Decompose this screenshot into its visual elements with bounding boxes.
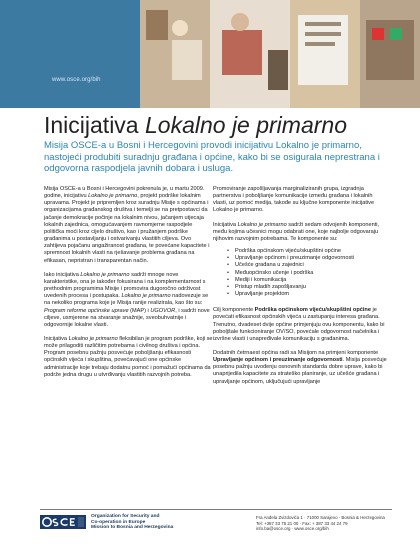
email-web-line[interactable]: info.ba@osce.org · www.osce.org/bih xyxy=(256,526,329,532)
list-item: • Učešće građana u zajednici xyxy=(227,262,388,269)
org-line: Co-operation in Europe xyxy=(91,519,146,525)
organization-name xyxy=(91,514,173,531)
left-column xyxy=(44,186,214,379)
header-photo-band xyxy=(0,0,420,108)
text-run: Lokalno je primarno xyxy=(88,193,138,200)
subtitle-text-3: nastojeći produbiti suradnju građana i općine, kako bi se osigurala neprestrana i odgovorna raspodjela javnih dobara i usluga. xyxy=(44,151,380,175)
page-subtitle xyxy=(44,140,394,175)
address-line: Fra Anđela Zvizdovića 1 · 71000 Sarajevo · Bosnia & Herzegovina xyxy=(256,515,385,520)
text-run: Inicijativa xyxy=(44,335,69,342)
text-run: (MAP) i xyxy=(128,307,151,314)
text-run: Inicijativa xyxy=(213,221,238,228)
org-line: Mission to Bosnia and Herzegovina xyxy=(91,525,174,531)
text-run: Lokalno je primarno xyxy=(237,221,287,228)
title-part1: Inicijativa xyxy=(44,112,145,138)
org-line: Organization for Security and xyxy=(91,514,160,519)
list-item: • Upravljanje projektom xyxy=(227,291,388,298)
right-paragraph-1: Promoviranje zapošljavanja marginaliziranih grupa, izgradnja partnerstva i poboljšanje komunikacije između građana i lokalnih vlasti, uz pomoć medija, takođe su ključne komponente inicijative Lokalno je primarno. xyxy=(213,186,375,214)
right-paragraph-4 xyxy=(213,350,388,386)
text-run: Lokalno je primarno xyxy=(121,293,171,300)
text-run: je povećati efikasnost općinskih vijeća u zastupanju interesa građana. Trenutno, dvadeset dvije općine primjenjuju ovu komponentu, kako bi poboljšale funkcioniranje OV/SO, povećale odgovornost načelnika i izvršne vlasti i unapređivale komunikaciju s građanima. xyxy=(213,307,385,342)
text-run: Lokalno je primarno xyxy=(80,271,130,278)
page-title xyxy=(44,112,347,139)
text-run: , projekt podrške lokalnim upravama. Projekt je pripremljen kroz suradnju Misije s općinama i organizacijama građanskog društva i temelji se na pretpostavci da jačanje demokracije počinje na lokalnim nivou, jačanjem utjecaja lokalnih zajednica, omogućavanjem ravnomjerne raspodjele politička moći kroz cijelo društvo, kao i pružanjem podrške građanima u postavljanju i ostvarivanju vlastitih ciljeva. Ovo zahtijeva pojačanu angažiranost građana, te povećane kapacitete i spremnost lokalnih vlasti na rješavanje problema građana na efikasan, nepristran i transparentan način. xyxy=(44,193,210,264)
phone-line: Tel: +387 33 75 21 00 · Fax: + 387 33 44 24 79 xyxy=(256,520,348,526)
components-list xyxy=(227,248,388,298)
text-run: nadovezuje se na nekoliko programa koje je Misija ranije realizirala, kao što su: xyxy=(44,293,209,307)
right-column xyxy=(213,186,388,386)
list-item: • Međuopćinsko učenje i podrška xyxy=(227,270,388,277)
header-photos-image xyxy=(0,0,420,108)
text-run: . Misija posvećuje posebnu pažnju uvođenju osnovnih standarda dobre uprave, kako bi unaprijedila kapacitete za strateško planiranje, uz učešće građana i upravljanje općinom, uključujući upravljanje xyxy=(213,357,387,385)
right-paragraph-2 xyxy=(213,222,388,243)
text-run: Podrška općinskom vijeću/skupštini općine xyxy=(254,307,371,314)
list-item: • Podrška općinskom vijeću/skupštini općine xyxy=(227,248,388,255)
left-paragraph-3 xyxy=(44,336,214,379)
subtitle-text-1: Misija OSCE-a u Bosni i Hercegovini provodi inicijativu xyxy=(44,140,276,151)
text-run: Upravljanje općinom i preuzimanje odgovornosti xyxy=(213,357,343,364)
text-run: Iako inicijativa xyxy=(44,271,81,278)
text-run: Program reforme općinske uprave xyxy=(44,307,129,314)
left-paragraph-1 xyxy=(44,186,214,265)
list-item: • Upravljanje općinom i preuzimanje odgovornosti xyxy=(227,255,388,262)
text-run: Cilj komponente xyxy=(213,307,255,314)
left-paragraph-2 xyxy=(44,272,214,329)
text-run: UGOVOR xyxy=(150,307,176,314)
contact-info xyxy=(256,515,385,532)
text-run: Dodatnih četrnaest općina radi sa Misijom na primjeni komponente xyxy=(213,349,379,356)
text-run: fleksibilan je program podrške, koji se može prilagoditi različitim potrebama i civilnog društva i općina. Program posebnu pažnju posvećuje poboljšanju efikasnosti općinskih vijeća i skupština, povećavajući one općinske administracije koje trebaju dodatnu pomoć i pomažući općinama da podrže jedna drugu u utvrđivanju vlastitih razvojnih potreba. xyxy=(44,335,213,378)
subtitle-text-2: Lokalno je primarno, xyxy=(275,140,362,151)
list-item: • Pristup mladih zapošljavanju xyxy=(227,284,388,291)
text-run: , i sadrži nove ciljeve, usmjerene na stvaranje snažnije, sveobuhvatnije i odgovornije lokalne vlasti. xyxy=(44,307,210,328)
list-item: • Mediji i komunikacija xyxy=(227,277,388,284)
text-run: Lokalno je primarno xyxy=(68,335,118,342)
title-part2: Lokalno je primarno xyxy=(144,112,347,138)
footer-divider xyxy=(40,509,392,510)
text-run: Misija OSCE-a u Bosni i Hercegovini pokrenula je, u martu 2009. godine, inicijativu xyxy=(44,186,205,200)
text-run: sadrži sedam odvojenih komponenti, među kojima učesnici mogu odabrati one, koje najbolje odgovaraju njihovim razvojnim potrebama. Te komponente su: xyxy=(213,221,380,242)
right-paragraph-3 xyxy=(213,307,388,343)
header-url[interactable]: www.osce.org/bih xyxy=(52,77,101,83)
osce-logo xyxy=(40,515,86,529)
text-run: sadrži mnoge nove karakteristike, ona je također fokusirana i na komplementarnost s prethodnim programima Misije i promovira dugoročno održivost uvedenih procesa i postupaka. xyxy=(44,271,206,300)
